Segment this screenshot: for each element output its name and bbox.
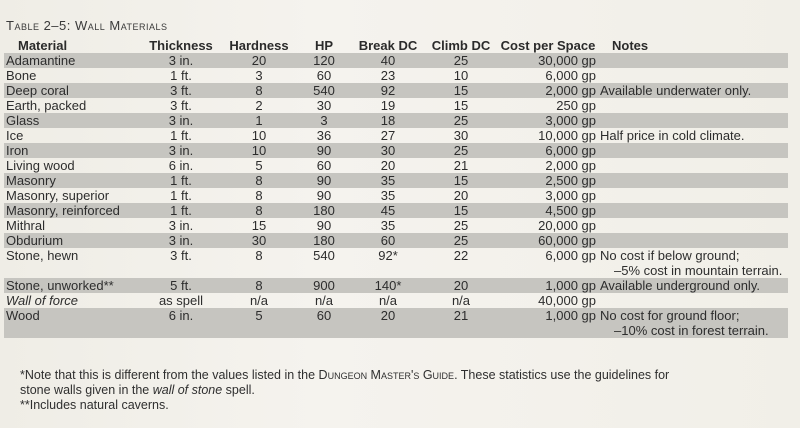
footnote-1-spell-name: wall of stone [152,383,223,397]
cell-break-dc: 92 [352,83,424,98]
wall-materials-table [4,38,788,338]
cell-material: Masonry [4,173,140,188]
cell-cost: 6,000 gp [498,143,598,158]
cell-climb-dc: 25 [424,53,498,68]
cell-break-dc: 92* [378,248,398,263]
header-cost: Cost per Space [500,38,596,53]
cell-thickness: 1 ft. [170,128,192,143]
cell-hardness: 10 [251,128,267,143]
cell-hp: 36 [316,128,332,143]
cell-climb-dc: 25 [453,218,469,233]
cell-cost: 2,500 gp [498,173,598,188]
cell-hardness: 8 [222,173,296,188]
cell-material: Ice [6,128,24,143]
table-row [4,83,788,98]
footnote-1-line-1 [20,368,795,383]
cell-hp: n/a [314,293,334,308]
table-row [4,188,788,203]
cell-thickness: 3 in. [168,218,194,233]
cell-notes-line-2: –10% cost in forest terrain. [614,323,769,338]
header-hardness: Hardness [229,38,289,53]
cell-hp: 60 [296,308,352,338]
cell-notes-line-1: No cost for ground floor; [600,308,740,323]
cell-material: Iron [4,143,140,158]
footnote-1-text-d: spell. [222,383,255,397]
cell-material: Stone, hewn [6,248,79,263]
cell-notes [598,158,788,173]
cell-climb-dc: n/a [451,293,471,308]
cell-hardness: 8 [222,203,296,218]
footnote-1-text-b: . These statistics use the guidelines for [454,368,670,382]
cell-climb-dc: 20 [453,188,469,203]
cell-notes [598,113,788,128]
cell-thickness: 3 ft. [170,248,192,263]
table-row [4,203,788,218]
cell-hardness: 15 [251,218,267,233]
cell-material: Bone [6,68,37,83]
table-row [4,218,788,233]
cell-thickness: 3 in. [140,233,222,248]
footnote-1-text-c: stone walls given in the [20,383,153,397]
cell-thickness: 3 in. [140,113,222,128]
table-row [4,53,788,68]
cell-break-dc: 30 [352,143,424,158]
cell-hp: 90 [296,173,352,188]
cell-cost: 6,000 gp [545,68,596,83]
cell-hp: 120 [296,53,352,68]
table-row [4,233,788,248]
cell-hp: 60 [316,158,332,173]
cell-notes [598,308,788,338]
table-header-row [4,38,788,53]
cell-break-dc: 40 [352,53,424,68]
cell-cost: 60,000 gp [498,233,598,248]
cell-material: Glass [4,113,140,128]
cell-hp: 540 [296,83,352,98]
cell-material: Wall of force [6,293,79,308]
header-break-dc: Break DC [358,38,418,53]
table-row [4,293,788,308]
cell-material: Wood [4,308,140,338]
cell-climb-dc: 21 [453,158,469,173]
cell-break-dc: 35 [380,188,396,203]
cell-thickness: as spell [158,293,204,308]
cell-thickness: 3 in. [140,53,222,68]
cell-notes: Half price in cold climate. [600,128,745,143]
cell-break-dc: 35 [352,173,424,188]
table-row [4,308,788,338]
cell-cost: 30,000 gp [498,53,598,68]
cell-hp: 30 [316,98,332,113]
table-row [4,128,788,143]
cell-hardness: 2 [255,98,263,113]
cell-break-dc: 23 [380,68,396,83]
cell-cost: 3,000 gp [498,113,598,128]
header-climb-dc: Climb DC [431,38,491,53]
cell-climb-dc: 15 [453,98,469,113]
cell-notes [598,233,788,248]
cell-thickness: 1 ft. [140,173,222,188]
cell-hardness: 20 [222,53,296,68]
cell-hardness: n/a [249,293,269,308]
cell-break-dc: 27 [380,128,396,143]
cell-notes [598,173,788,188]
cell-hp: 90 [316,188,332,203]
cell-thickness: 5 ft. [140,278,222,293]
table-row [4,143,788,158]
cell-hp: 60 [316,68,332,83]
cell-break-dc: 20 [380,158,396,173]
cell-hardness: 5 [255,158,263,173]
cell-notes [598,53,788,68]
cell-cost: 1,000 gp [498,308,598,338]
cell-material: Adamantine [4,53,140,68]
cell-material: Stone, unworked** [4,278,140,293]
cell-material: Masonry, superior [6,188,110,203]
cell-notes [598,218,788,233]
cell-climb-dc: 10 [453,68,469,83]
cell-hardness: 5 [222,308,296,338]
cell-climb-dc: 21 [424,308,498,338]
cell-hardness: 3 [255,68,263,83]
cell-thickness: 3 in. [140,143,222,158]
cell-hardness: 10 [222,143,296,158]
cell-hardness: 1 [222,113,296,128]
cell-hardness: 8 [222,278,296,293]
cell-thickness: 6 in. [168,158,194,173]
footnote-1-book-title: Dungeon Master's Guide [318,368,455,382]
cell-cost: 2,000 gp [498,83,598,98]
table-row [4,173,788,188]
cell-notes [598,188,788,203]
table-row [4,113,788,128]
cell-break-dc: 18 [352,113,424,128]
cell-thickness: 3 ft. [170,98,192,113]
cell-notes [598,203,788,218]
cell-climb-dc: 25 [424,233,498,248]
cell-hardness: 8 [255,188,263,203]
cell-climb-dc: 30 [453,128,469,143]
cell-notes [598,293,788,308]
header-hp: HP [314,38,334,53]
cell-notes [598,68,788,83]
cell-notes [598,98,788,113]
cell-break-dc: 140* [352,278,424,293]
cell-cost: 40,000 gp [538,293,596,308]
cell-thickness: 1 ft. [170,188,192,203]
cell-material: Masonry, reinforced [4,203,140,218]
cell-hardness: 30 [222,233,296,248]
table-row [4,158,788,173]
header-material: Material [18,38,68,53]
cell-break-dc: 35 [380,218,396,233]
table-row [4,278,788,293]
cell-cost: 1,000 gp [498,278,598,293]
cell-hardness: 8 [255,248,263,263]
cell-climb-dc: 15 [424,83,498,98]
cell-hp: 3 [296,113,352,128]
cell-cost: 2,000 gp [545,158,596,173]
cell-cost: 10,000 gp [538,128,596,143]
cell-thickness: 6 in. [140,308,222,338]
cell-notes-line-2: –5% cost in mountain terrain. [614,263,783,278]
cell-notes: Available underwater only. [598,83,788,98]
table-row [4,68,788,83]
cell-break-dc: 45 [352,203,424,218]
cell-material: Deep coral [4,83,140,98]
cell-hp: 180 [296,233,352,248]
header-thickness: Thickness [149,38,213,53]
footnote-2: **Includes natural caverns. [20,398,169,412]
cell-cost: 6,000 gp [545,248,596,263]
table-row [4,248,788,278]
cell-hp: 900 [296,278,352,293]
cell-climb-dc: 25 [424,143,498,158]
cell-break-dc: 60 [352,233,424,248]
cell-climb-dc: 22 [453,248,469,263]
cell-hp: 180 [296,203,352,218]
cell-break-dc: n/a [378,293,398,308]
cell-thickness: 3 ft. [140,83,222,98]
cell-material: Obdurium [4,233,140,248]
cell-climb-dc: 15 [424,203,498,218]
cell-material: Mithral [6,218,46,233]
cell-hp: 90 [296,143,352,158]
cell-thickness: 1 ft. [170,68,192,83]
cell-cost: 250 gp [556,98,596,113]
cell-notes-line-1: No cost if below ground; [600,248,740,263]
cell-cost: 4,500 gp [498,203,598,218]
cell-break-dc: 19 [380,98,396,113]
header-notes: Notes [612,38,649,53]
cell-notes [598,143,788,158]
cell-cost: 20,000 gp [538,218,596,233]
cell-climb-dc: 25 [424,113,498,128]
table-row [4,98,788,113]
cell-climb-dc: 20 [424,278,498,293]
cell-notes [598,248,788,278]
table-title: Table 2–5: Wall Materials [6,18,168,33]
cell-hp: 90 [316,218,332,233]
cell-cost: 3,000 gp [545,188,596,203]
footnotes [20,368,795,413]
footnote-1-text-a: *Note that this is different from the values listed in the [20,368,319,382]
cell-material: Earth, packed [6,98,87,113]
cell-hardness: 8 [222,83,296,98]
cell-thickness: 1 ft. [140,203,222,218]
cell-material: Living wood [6,158,75,173]
cell-notes: Available underground only. [598,278,788,293]
cell-climb-dc: 15 [424,173,498,188]
cell-hp: 540 [313,248,335,263]
footnote-1-line-2 [20,383,795,398]
cell-break-dc: 20 [352,308,424,338]
